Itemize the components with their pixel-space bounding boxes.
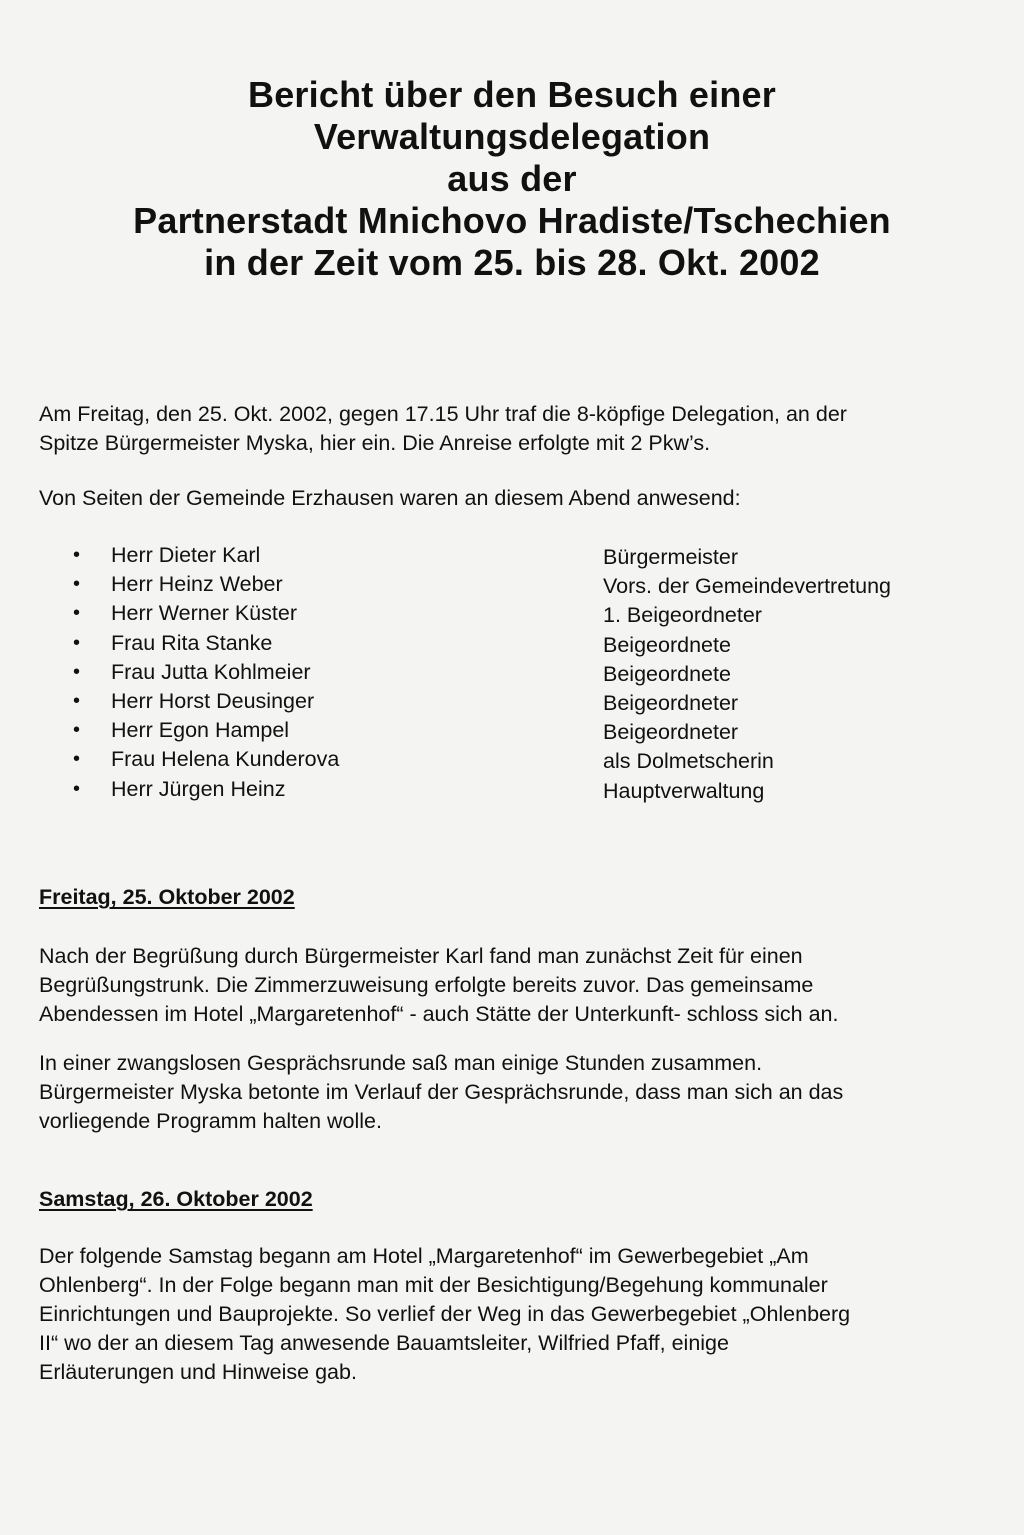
section-heading-saturday: Samstag, 26. Oktober 2002 — [39, 1187, 313, 1211]
list-item — [0, 775, 1024, 804]
text-line: II“ wo der an diesem Tag anwesende Bauamtsleiter, Wilfried Pfaff, einige — [39, 1331, 729, 1355]
document-title — [0, 74, 1024, 284]
text-line: Erläuterungen und Hinweise gab. — [39, 1360, 357, 1384]
list-item — [0, 745, 1024, 774]
list-item — [0, 629, 1024, 658]
text-line: Spitze Bürgermeister Myska, hier ein. Die Anreise erfolgte mit 2 Pkw’s. — [39, 431, 711, 455]
attendee-name: Frau Rita Stanke — [111, 630, 273, 655]
saturday-paragraph-1 — [39, 1242, 979, 1387]
bullet-icon: • — [73, 631, 81, 654]
text-line: vorliegende Programm halten wolle. — [39, 1109, 382, 1133]
attendee-name: Herr Werner Küster — [111, 601, 297, 626]
bullet-icon: • — [73, 719, 81, 742]
title-line: in der Zeit vom 25. bis 28. Okt. 2002 — [204, 242, 820, 283]
attendee-name: Herr Heinz Weber — [111, 572, 283, 597]
attendee-name: Frau Jutta Kohlmeier — [111, 659, 311, 684]
friday-paragraph-1 — [39, 942, 979, 1029]
title-line: aus der — [447, 158, 577, 199]
bullet-icon: • — [73, 573, 81, 596]
bullet-icon: • — [73, 660, 81, 683]
attendee-role: Beigeordnete — [603, 661, 731, 686]
text-line: Ohlenberg“. In der Folge begann man mit der Besichtigung/Begehung kommunaler — [39, 1273, 828, 1297]
list-item — [0, 658, 1024, 687]
attendee-name: Herr Egon Hampel — [111, 718, 290, 743]
attendee-role: 1. Beigeordneter — [603, 603, 762, 628]
attendee-role: als Dolmetscherin — [603, 749, 774, 774]
bullet-icon: • — [73, 689, 81, 712]
text-line: Am Freitag, den 25. Okt. 2002, gegen 17.15 Uhr traf die 8-köpfige Delegation, an der — [39, 402, 847, 426]
attendee-role: Vors. der Gemeindevertretung — [603, 574, 892, 599]
title-line: Bericht über den Besuch einer — [248, 74, 776, 115]
text-line: Abendessen im Hotel „Margaretenhof“ - auch Stätte der Unterkunft- schloss sich an. — [39, 1002, 839, 1026]
attendee-name: Herr Horst Deusinger — [111, 688, 315, 713]
title-line: Partnerstadt Mnichovo Hradiste/Tschechien — [133, 200, 891, 241]
attendee-role: Beigeordnete — [603, 632, 731, 657]
list-item — [0, 716, 1024, 745]
text-line: In einer zwangslosen Gesprächsrunde saß man einige Stunden zusammen. — [39, 1051, 763, 1075]
attendee-name: Herr Dieter Karl — [111, 543, 261, 567]
text-line: Von Seiten der Gemeinde Erzhausen waren an diesem Abend anwesend: — [39, 486, 741, 510]
list-item — [0, 687, 1024, 716]
attendee-role: Hauptverwaltung — [603, 778, 765, 803]
list-item — [0, 570, 1024, 599]
text-line: Nach der Begrüßung durch Bürgermeister Karl fand man zunächst Zeit für einen — [39, 944, 803, 968]
text-line: Begrüßungstrunk. Die Zimmerzuweisung erfolgte bereits zuvor. Das gemeinsame — [39, 973, 814, 997]
attendee-list — [0, 541, 1024, 804]
section-heading-friday: Freitag, 25. Oktober 2002 — [39, 885, 295, 909]
attendee-role: Bürgermeister — [603, 545, 739, 569]
bullet-icon: • — [73, 602, 81, 625]
intro-paragraph — [39, 400, 979, 458]
title-line: Verwaltungsdelegation — [313, 116, 711, 157]
list-item — [0, 541, 1024, 570]
text-line: Bürgermeister Myska betonte im Verlauf der Gesprächsrunde, dass man sich an das — [39, 1080, 844, 1104]
attendee-name: Frau Helena Kunderova — [111, 747, 340, 772]
attendee-role: Beigeordneter — [603, 720, 739, 745]
attendee-name: Herr Jürgen Heinz — [111, 776, 286, 801]
bullet-icon: • — [73, 748, 81, 771]
attendance-intro — [39, 484, 979, 513]
bullet-icon: • — [73, 777, 81, 800]
text-line: Einrichtungen und Bauprojekte. So verlief der Weg in das Gewerbegebiet „Ohlenberg — [39, 1302, 851, 1326]
attendee-role: Beigeordneter — [603, 690, 739, 715]
text-line: Der folgende Samstag begann am Hotel „Margaretenhof“ im Gewerbegebiet „Am — [39, 1244, 809, 1268]
list-item — [0, 599, 1024, 628]
bullet-icon: • — [73, 544, 81, 566]
friday-paragraph-2 — [39, 1049, 979, 1136]
